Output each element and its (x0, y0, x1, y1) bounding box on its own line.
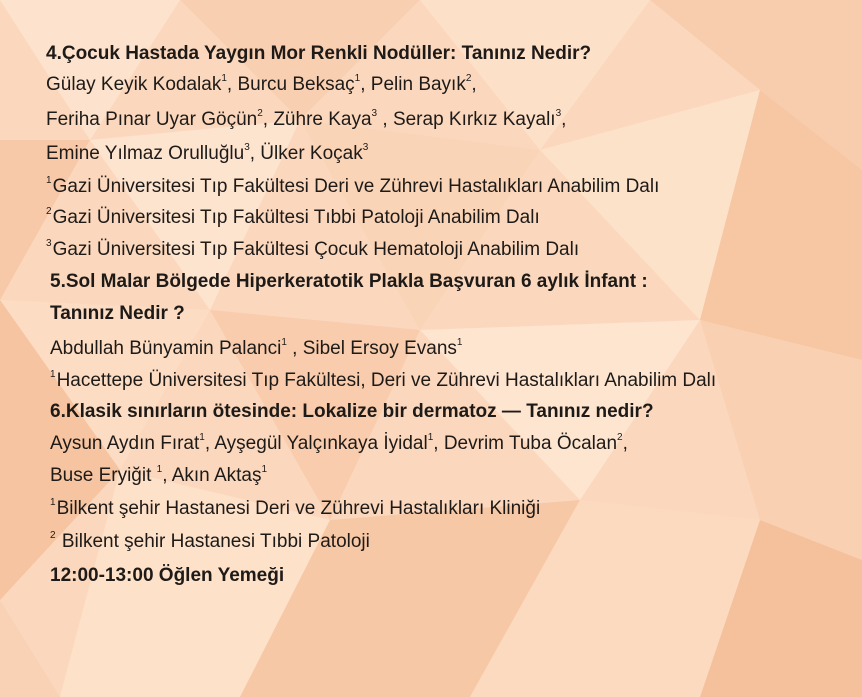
entry-5-authors-line-1 (50, 337, 462, 361)
author-name: Gülay Keyik Kodalak (46, 74, 222, 95)
affiliation-text: Gazi Üniversitesi Tıp Fakültesi Tıbbi Patoloji Anabilim Dalı (52, 207, 540, 228)
author-name: Emine Yılmaz Orulluğlu (46, 143, 245, 164)
entry-4-affiliation-2 (46, 206, 540, 230)
affiliation-text: Hacettepe Üniversitesi Tıp Fakültesi, Deri ve Zührevi Hastalıkları Anabilim Dalı (56, 370, 717, 391)
lunch-break-line: 12:00-13:00 Öğlen Yemeği (50, 565, 285, 586)
affiliation-marker: 1 (281, 336, 287, 348)
entry-5-title-line-2: Tanınız Nedir ? (50, 303, 185, 324)
affiliation-marker: 3 (362, 141, 369, 153)
entry-5-title-line-1: 5.Sol Malar Bölgede Hiperkeratotik Plakla Başvuran 6 aylık İnfant : (50, 271, 648, 292)
affiliation-text: Bilkent şehir Hastanesi Tıbbi Patoloji (56, 531, 370, 552)
affiliation-marker: 1 (354, 72, 361, 84)
entry-4-affiliation-1 (46, 175, 659, 199)
punctuation: , (471, 74, 477, 95)
author-name: , Devrim Tuba Öcalan (433, 433, 618, 454)
affiliation-text: Bilkent şehir Hastanesi Deri ve Zührevi Hastalıkları Kliniği (56, 498, 541, 519)
entry-6-title: 6.Klasik sınırların ötesinde: Lokalize bir dermatoz — Tanınız nedir? (50, 401, 654, 422)
entry-4-title: 4.Çocuk Hastada Yaygın Mor Renkli Nodüller: Tanınız Nedir? (46, 43, 592, 64)
entry-4-affiliation-3 (46, 238, 579, 262)
author-name: , Burcu Beksaç (226, 74, 355, 95)
affiliation-marker: 1 (199, 431, 205, 443)
affiliation-marker: 1 (46, 174, 52, 186)
author-name: Aysun Aydın Fırat (50, 433, 200, 454)
affiliation-marker: 3 (46, 237, 52, 249)
entry-5-affiliation-1 (50, 369, 716, 393)
affiliation-marker: 1 (261, 463, 268, 475)
affiliation-marker: 2 (50, 529, 56, 541)
entry-6-affiliation-1 (50, 497, 540, 521)
punctuation: , (622, 433, 628, 454)
affiliation-marker: 1 (156, 463, 163, 475)
affiliation-marker: 1 (427, 431, 434, 443)
author-name: , Zühre Kaya (262, 109, 372, 130)
affiliation-marker: 3 (371, 107, 378, 119)
entry-4-authors-line-1 (46, 73, 477, 97)
author-name: , Serap Kırkız Kayalı (377, 109, 556, 130)
author-name: Abdullah Bünyamin Palanci (50, 338, 282, 359)
affiliation-marker: 1 (221, 72, 227, 84)
affiliation-marker: 3 (244, 141, 250, 153)
author-name: Feriha Pınar Uyar Göçün (46, 109, 258, 130)
affiliation-marker: 1 (50, 368, 56, 380)
affiliation-marker: 1 (50, 496, 56, 508)
author-name: , Akın Aktaş (162, 465, 262, 486)
entry-6-authors-line-1 (50, 432, 628, 456)
affiliation-text: Gazi Üniversitesi Tıp Fakültesi Deri ve Zührevi Hastalıkları Anabilim Dalı (52, 176, 660, 197)
punctuation: , (561, 109, 567, 130)
author-name: , Pelin Bayık (360, 74, 466, 95)
affiliation-marker: 1 (456, 336, 463, 348)
affiliation-marker: 2 (257, 107, 263, 119)
entry-4-authors-line-3 (46, 142, 368, 166)
author-name: Buse Eryiğit (50, 465, 157, 486)
entry-4-authors-line-2 (46, 108, 566, 132)
entry-6-authors-line-2 (50, 464, 267, 488)
affiliation-text: Gazi Üniversitesi Tıp Fakültesi Çocuk Hematoloji Anabilim Dalı (52, 239, 580, 260)
author-name: , Sibel Ersoy Evans (286, 338, 457, 359)
entry-6-affiliation-2 (50, 530, 370, 554)
affiliation-marker: 3 (555, 107, 562, 119)
affiliation-marker: 2 (465, 72, 472, 84)
affiliation-marker: 2 (617, 431, 623, 443)
author-name: , Ayşegül Yalçınkaya İyidal (204, 433, 428, 454)
affiliation-marker: 2 (46, 205, 52, 217)
author-name: , Ülker Koçak (249, 143, 363, 164)
